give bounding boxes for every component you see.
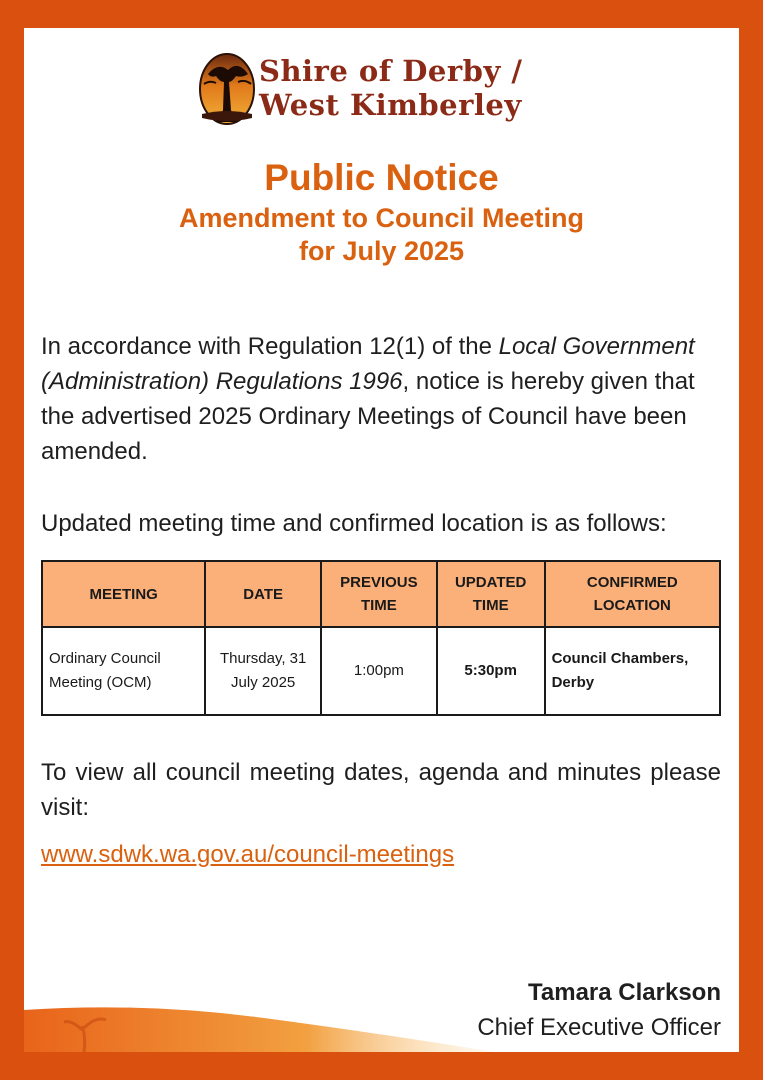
notice-subtitle <box>24 202 739 268</box>
notice-subtitle-line1: Amendment to Council Meeting <box>179 203 584 233</box>
intro-text-part1: In accordance with Regulation 12(1) of the <box>41 333 499 360</box>
cell-previous-time: 1:00pm <box>321 627 437 715</box>
cell-confirmed-location: Council Chambers, Derby <box>545 627 720 715</box>
council-meetings-link[interactable]: www.sdwk.wa.gov.au/council-meetings <box>41 841 455 868</box>
header-confirmed-location: CONFIRMED LOCATION <box>545 561 720 627</box>
public-notice-page <box>24 28 739 1052</box>
signatory-name: Tamara Clarkson <box>528 979 721 1006</box>
shire-name <box>259 54 522 122</box>
regulation-title: Local Government (Administration) Regulations 1996 <box>41 333 695 395</box>
header-previous-time: PREVIOUS TIME <box>321 561 437 627</box>
lead-paragraph: Updated meeting time and confirmed location is as follows: <box>41 510 667 537</box>
cell-updated-time: 5:30pm <box>437 627 545 715</box>
header-date: DATE <box>205 561 321 627</box>
header-updated-time: UPDATED TIME <box>437 561 545 627</box>
intro-paragraph <box>41 329 721 469</box>
table-row <box>42 627 720 715</box>
boab-tree-sunset-icon <box>198 52 256 126</box>
shire-name-line1: Shire of Derby / <box>259 54 523 88</box>
signatory-role: Chief Executive Officer <box>477 1014 721 1041</box>
table-header-row <box>42 561 720 627</box>
intro-text-part2: , notice is hereby given that the advertised 2025 Ordinary Meetings of Council have been amended. <box>41 368 695 465</box>
shire-logo <box>198 52 528 128</box>
notice-subtitle-line2: for July 2025 <box>298 236 465 266</box>
shire-name-line2: West Kimberley <box>259 88 522 122</box>
meeting-table <box>41 560 721 716</box>
notice-title: Public Notice <box>264 157 499 198</box>
decorative-swoosh <box>24 996 494 1052</box>
visit-paragraph: To view all council meeting dates, agenda and minutes please visit: <box>41 759 721 821</box>
header-meeting: MEETING <box>42 561 205 627</box>
cell-meeting: Ordinary Council Meeting (OCM) <box>42 627 205 715</box>
cell-date: Thursday, 31 July 2025 <box>205 627 321 715</box>
